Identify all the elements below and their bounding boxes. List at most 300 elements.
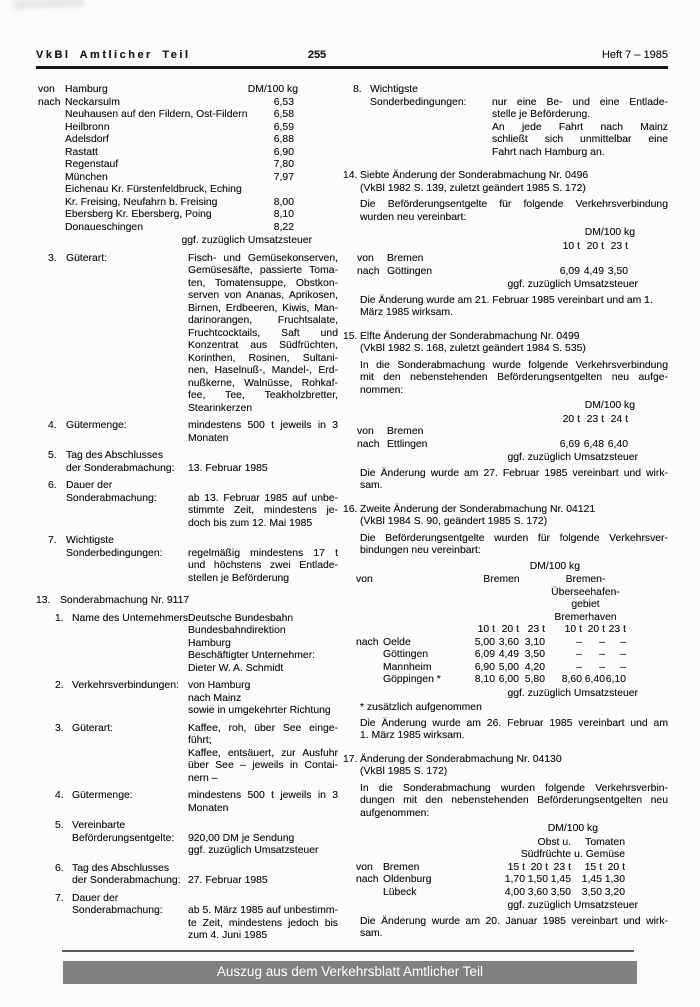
agreement-item-4 — [36, 420, 338, 445]
rate-value: 6,48 — [583, 438, 604, 450]
rate-list-header — [36, 84, 338, 97]
spacer — [36, 134, 65, 147]
item-number: 3. — [48, 252, 57, 264]
heading-text — [360, 331, 668, 356]
rate-value: – — [620, 649, 626, 660]
rate-value: – — [576, 649, 582, 660]
from-row — [343, 426, 668, 439]
ton-col: 20 t — [562, 413, 580, 425]
item-number: 5. — [55, 820, 64, 831]
rate-value: 6,40 — [584, 674, 605, 685]
text-line: Wichtigste — [66, 535, 114, 546]
rate-value: 3,60 — [498, 636, 519, 648]
rate-value: 6,69 — [559, 438, 580, 450]
rate-value: – — [620, 636, 626, 648]
spacer — [36, 147, 65, 160]
item-label — [72, 790, 188, 815]
destination: Mannheim — [383, 661, 432, 673]
text-line: Monaten — [188, 802, 229, 814]
item-number: 16. — [343, 503, 358, 515]
left-column — [36, 84, 338, 943]
item-number: 5. — [48, 450, 57, 461]
destination: Göttingen — [383, 649, 429, 660]
text-line: gebiet — [571, 599, 600, 610]
item-value — [188, 820, 338, 858]
text-line: der Sonderabmachung: — [72, 875, 181, 886]
text-line: Verkehrsverbindungen: — [72, 680, 179, 691]
text-line: Sonderbedingungen: — [66, 547, 163, 559]
destination: Oldenburg — [383, 874, 432, 885]
text-line: Dauer der — [66, 480, 113, 491]
tax-note: ggf. zuzüglich Umsatzsteuer — [507, 279, 638, 290]
item-label — [72, 893, 188, 943]
table-row — [343, 874, 668, 887]
text-line: nen, Haselnuß-, Mandel-, Erd- — [188, 365, 338, 376]
text-line: Die Änderung wurde am 26. Februar 1985 vereinbart und am — [360, 717, 668, 729]
text-line: Birnen, Erdbeeren, Kiwis, Man- — [188, 302, 338, 314]
text-line: Die Beförderungsentgelte wurden für folgende Verkehrsver- — [360, 532, 668, 544]
table-row — [343, 637, 668, 650]
sub-item-1 — [36, 613, 338, 676]
intro-paragraph — [360, 533, 668, 558]
item-number: 7. — [48, 535, 57, 546]
sub-item-5 — [36, 820, 338, 858]
unit-label: DM/100 kg — [584, 227, 635, 238]
outro-paragraph — [360, 916, 668, 941]
rate-row — [36, 134, 338, 147]
text-line: zum 4. Juni 1985 — [188, 930, 268, 941]
rate-value: 6,53 — [273, 96, 294, 108]
spacer — [387, 414, 556, 427]
tax-note: ggf. zuzüglich Umsatzsteuer — [181, 235, 312, 246]
agreement-item-6 — [36, 480, 338, 530]
text-line: Obst u. — [537, 836, 571, 848]
text-line: Die Beförderungsentgelte für folgende Verkehrsverbindung — [360, 199, 668, 210]
to-label: nach — [38, 96, 61, 108]
rate-value: 8,60 — [561, 674, 582, 685]
from-label: von — [356, 861, 373, 873]
amendment-item-16 — [343, 504, 668, 743]
text-line: In die Sonderabmachung wurden folgende Verkehrsverbin- — [360, 782, 668, 794]
text-line: Tag des Abschlusses — [66, 450, 164, 461]
tax-note: ggf. zuzüglich Umsatzsteuer — [507, 900, 638, 911]
table-row — [343, 662, 668, 675]
text-line: schließt sich unmittelbar eine — [492, 134, 668, 145]
from-row — [343, 253, 668, 266]
agreement-item-5 — [36, 450, 338, 475]
item-label — [66, 535, 188, 585]
outro-paragraph — [360, 468, 668, 493]
text-line: Güterart: — [72, 722, 113, 734]
sub-item-3 — [36, 723, 338, 786]
item-value — [188, 420, 338, 445]
item-value — [188, 863, 338, 888]
item-value — [188, 893, 338, 943]
text-line: Beförderungsentgelte: — [72, 832, 175, 844]
table-row — [343, 887, 668, 900]
text-line: nommen: — [360, 384, 404, 396]
amendment-heading — [343, 504, 668, 529]
outro-paragraph — [360, 295, 668, 320]
item-number: 14. — [343, 170, 358, 181]
destination: Eichenau Kr. Fürstenfeldbruck, Eching — [65, 184, 242, 195]
item-number: 15. — [343, 330, 358, 342]
text-line: Fisch- und Gemüsekonserven, — [188, 252, 338, 264]
spacer — [36, 209, 65, 222]
intro-paragraph — [360, 360, 668, 398]
unit-label: DM/100 kg — [247, 84, 298, 95]
item-label — [66, 450, 188, 475]
group1-header — [458, 837, 571, 862]
text-line: Hamburg — [188, 637, 231, 649]
unit-label: DM/100 kg — [547, 823, 598, 834]
heading-text — [360, 170, 668, 195]
text-line: stellen je Beförderung — [188, 572, 290, 584]
text-line: 27. Februar 1985 — [188, 875, 268, 886]
rate-value: 6,00 — [498, 674, 519, 685]
text-line: sam. — [360, 928, 383, 939]
text-line: Sonderabmachung: — [72, 905, 163, 916]
tax-note: ggf. zuzüglich Umsatzsteuer — [507, 452, 638, 463]
from-label: von — [38, 84, 55, 95]
text-line: Tag des Abschlusses — [72, 862, 170, 874]
rate-value: 7,80 — [273, 159, 294, 170]
text-line: mit den nebenstehenden Beförderungsentgelten neu aufge- — [360, 372, 668, 383]
text-line: der Sonderabmachung: — [66, 462, 175, 474]
ton-col: 15 t — [584, 861, 602, 873]
text-line: Fruchtcocktails, Saft und — [188, 327, 338, 339]
destination: Oelde — [383, 636, 411, 648]
item-value — [188, 253, 338, 416]
amendment-item-17 — [343, 754, 668, 941]
rate-value: 8,10 — [474, 674, 495, 685]
rate-row — [36, 184, 338, 197]
text-line: Bremerhaven — [554, 611, 617, 623]
text-line: 920,00 DM je Sendung — [188, 832, 295, 844]
text-line: ten, Tomatensuppe, Obstkon- — [188, 277, 338, 289]
amendment-ref: (VkBl 1984 S. 90, geändert 1985 S. 172) — [360, 516, 548, 527]
footer-banner — [63, 961, 637, 984]
text-line: nach Mainz — [188, 692, 242, 704]
section-number: 13. — [36, 595, 51, 606]
header-rule — [36, 66, 668, 69]
text-line: Überseehafen- — [551, 586, 620, 598]
amendment-item-14 — [343, 170, 668, 320]
text-line: serven von Ananas, Aprikosen, — [188, 290, 338, 301]
item-label — [72, 820, 188, 858]
group1-header — [458, 574, 545, 587]
text-line: Fahrt nach Hamburg an. — [492, 146, 605, 158]
item-number: 4. — [55, 790, 64, 801]
item-label — [66, 480, 188, 530]
text-line: stimmte Zeit, mindestens je- — [188, 505, 338, 516]
spacer — [36, 159, 65, 172]
sub-item-4 — [36, 790, 338, 815]
journal-title: VkBl Amtlicher Teil — [36, 49, 191, 61]
item-number: 7. — [55, 892, 64, 904]
rate-value: 6,90 — [474, 661, 495, 673]
text-line: Dieter W. A. Schmidt — [188, 662, 284, 674]
text-line: Südfrüchte — [520, 849, 571, 860]
item-label — [72, 612, 191, 676]
rate-value — [244, 184, 294, 197]
amendment-ref: (VkBl 1982 S. 168, zuletzt geändert 1984 S. 535) — [360, 343, 586, 354]
text-line: ab 13. Februar 1985 auf unbe- — [188, 492, 338, 504]
item-value — [188, 480, 338, 530]
text-line: mindestens 500 t jeweils in 3 — [188, 420, 338, 431]
rate-value: 8,00 — [273, 196, 294, 208]
scan-smudge — [14, 0, 84, 8]
rate-row — [36, 172, 338, 185]
rate-row — [36, 222, 338, 235]
spacer — [357, 414, 387, 427]
section-title: Sonderabmachung Nr. 9117 — [60, 595, 190, 606]
heading-text — [360, 754, 668, 779]
destination: Adelsdorf — [65, 134, 109, 145]
from-city: Bremen — [383, 861, 420, 873]
agreement-item-8 — [343, 84, 668, 159]
from-city: Hamburg — [65, 84, 108, 95]
to-label: nach — [356, 874, 379, 885]
item-label — [72, 863, 188, 888]
text-line: Bundesbahndirektion — [188, 625, 286, 636]
item-number: 8. — [353, 84, 362, 95]
rate-value: – — [599, 661, 605, 673]
rate-value: – — [620, 661, 626, 673]
amendment-title: Änderung der Sonderabmachung Nr. 04130 — [360, 753, 562, 765]
spacer — [387, 241, 556, 254]
rate-value: 3,50 — [524, 649, 545, 660]
rate-value: 4,20 — [524, 661, 545, 673]
destination: Donaueschingen — [65, 221, 143, 233]
item-number: 4. — [48, 420, 57, 431]
rate-value: – — [599, 636, 605, 648]
text-line: nußkerne, Walnüsse, Rohkaf- — [188, 377, 338, 389]
outro-paragraph — [360, 718, 668, 743]
right-column — [343, 84, 668, 943]
heading-text — [360, 504, 668, 529]
ton-col: 24 t — [610, 413, 628, 425]
item-label — [66, 253, 188, 416]
text-line: u. Gemüse — [574, 849, 625, 860]
ton-col: 10 t — [562, 240, 580, 252]
text-line: März 1985 wirksam. — [360, 307, 453, 318]
amendment-ref: (VkBl 1982 S. 139, zuletzt geändert 1985 S. 172) — [360, 182, 586, 194]
item-label — [72, 680, 188, 718]
text-line: sam. — [360, 480, 383, 491]
text-line: Monaten — [188, 432, 229, 444]
text-line: Name des Unternehmers: — [72, 612, 191, 624]
text-line: Die Änderung wurde am 20. Januar 1985 vereinbart und wirk- — [360, 915, 668, 927]
text-line: Die Änderung wurde am 21. Februar 1985 vereinbart und am 1. — [360, 294, 653, 306]
rate-value: 1,50 — [527, 874, 548, 885]
rate-value: – — [599, 649, 605, 660]
rate-value: 5,00 — [474, 636, 495, 648]
rate-value: 1,45 — [550, 874, 571, 885]
destination: Ebersberg Kr. Ebersberg, Poing — [65, 209, 212, 220]
text-line: Kaffee, entsäuert, zur Ausfuhr — [188, 747, 338, 759]
text-line: und höchstens zwei Entlade- — [188, 560, 338, 571]
group-header-row — [343, 837, 668, 862]
to-row — [343, 439, 668, 452]
rate-value: 4,49 — [583, 265, 604, 277]
ton-col: 15 t — [507, 861, 525, 873]
footnote: * zusätzlich aufgenommen — [360, 702, 482, 713]
text-line: sowie in umgekehrter Richtung — [188, 705, 331, 716]
text-line: aufgenommen: — [360, 807, 430, 819]
page-header — [36, 49, 668, 63]
text-line: Sonderbedingungen: — [370, 96, 467, 108]
text-line: bindungen neu vereinbart: — [360, 545, 481, 556]
rate-value: 6,59 — [273, 121, 294, 133]
ton-col: 23 t — [610, 240, 628, 252]
text-line: ggf. zuzüglich Umsatzsteuer — [188, 845, 319, 856]
text-line: mindestens 500 t jeweils in 3 — [188, 790, 338, 801]
destination: Neckarsulm — [65, 96, 120, 108]
ton-col: 23 t — [527, 624, 545, 635]
amendment-title: Siebte Änderung der Sonderabmachung Nr. 0496 — [360, 170, 589, 181]
text-line: Beschäftigter Unternehmer: — [188, 650, 316, 661]
item-number: 1. — [55, 612, 64, 624]
from-label: von — [356, 574, 373, 585]
ton-col: 20 t — [530, 861, 548, 873]
destination: Rastatt — [65, 146, 98, 158]
tons-header — [343, 414, 668, 427]
destination: München — [65, 171, 108, 183]
item-label — [66, 420, 188, 445]
ton-col: 20 t — [501, 624, 519, 635]
tons-header — [343, 624, 668, 637]
text-line: Gemüsesäfte, passierte Toma- — [188, 265, 338, 276]
from-city: Bremen — [387, 426, 424, 437]
group-header-row — [343, 574, 668, 624]
unit-label: DM/100 kg — [584, 400, 635, 411]
issue-label: Heft 7 – 1985 — [601, 49, 668, 61]
table-row — [343, 674, 668, 687]
rate-row — [36, 122, 338, 135]
text-line: In die Sonderabmachung wurde folgende Verkehrsverbindung — [360, 359, 668, 371]
tons-header — [343, 241, 668, 254]
amendment-ref: (VkBl 1985 S. 172) — [360, 766, 448, 777]
destination: Heilbronn — [65, 121, 110, 133]
from-label: von — [357, 253, 374, 264]
rate-value: 3,50 — [581, 886, 602, 898]
amendment-title: Elfte Änderung der Sonderabmachung Nr. 0499 — [360, 330, 580, 342]
ton-col: 10 t — [477, 624, 495, 635]
amendment-title: Zweite Änderung der Sonderabmachung Nr. 04121 — [360, 503, 596, 515]
item-value — [188, 680, 338, 718]
text-line: führt; — [188, 735, 212, 746]
rate-value: 6,40 — [607, 438, 628, 450]
to-label: nach — [356, 636, 379, 648]
rate-value: 4,00 — [504, 886, 525, 898]
text-line: dungen mit den nebenstehenden Beförderungsentgelten neu — [360, 795, 668, 806]
text-line: Wichtigste — [370, 84, 418, 95]
text-line: doch bis zum 12. Mai 1985 — [188, 517, 313, 529]
text-line: Deutsche Bundesbahn — [188, 612, 294, 624]
to-city: Ettlingen — [387, 438, 428, 450]
agreement-item-7 — [36, 535, 338, 585]
rate-row — [36, 197, 338, 210]
rate-row — [36, 109, 338, 122]
rate-value: 5,80 — [524, 674, 545, 685]
from-label: von — [357, 426, 374, 437]
spacer — [357, 241, 387, 254]
from-city: Bremen — [387, 253, 424, 264]
item-label — [72, 723, 188, 786]
ton-col: 20 t — [587, 624, 605, 635]
item-number: 17. — [343, 753, 358, 765]
amendment-heading — [343, 754, 668, 779]
rate-value: 3,50 — [550, 886, 571, 898]
intro-paragraph — [360, 199, 668, 224]
agreement-item-3 — [36, 253, 338, 416]
rate-value: 1,45 — [581, 874, 602, 885]
text-line: fee, Tee, Teakholzbretter, — [188, 390, 338, 401]
item-value — [188, 450, 338, 475]
tax-note: ggf. zuzüglich Umsatzsteuer — [507, 687, 638, 699]
page-number: 255 — [307, 49, 327, 61]
text-line: Güterart: — [66, 252, 107, 264]
text-line: wurden neu vereinbart: — [360, 211, 467, 223]
text-line: Bremen — [483, 574, 520, 585]
rate-row — [36, 159, 338, 172]
footer-banner-text: Auszug aus dem Verkehrsblatt Amtlicher Teil — [216, 964, 484, 980]
group2-header — [571, 837, 625, 862]
amendment-heading — [343, 331, 668, 356]
item-value — [188, 723, 338, 786]
sub-item-6 — [36, 863, 338, 888]
group2-header — [545, 574, 626, 624]
text-line: Die Änderung wurde am 27. Februar 1985 vereinbart und wirk- — [360, 467, 668, 479]
text-line: te Zeit, mindestens jedoch bis — [188, 917, 338, 929]
text-line: Sonderabmachung: — [66, 492, 157, 504]
item-label — [370, 84, 492, 159]
ton-col: 10 t — [564, 624, 582, 635]
spacer — [36, 197, 65, 210]
text-line: Bremen- — [565, 574, 606, 585]
destination: Göppingen * — [383, 674, 441, 685]
text-line: 13. Februar 1985 — [188, 462, 268, 474]
text-line: Tomaten — [585, 836, 625, 848]
rate-value: 3,20 — [604, 886, 625, 898]
footer-rule — [62, 950, 634, 952]
item-number: 6. — [55, 862, 64, 874]
text-line: Vereinbarte — [72, 820, 126, 831]
item-number: 2. — [55, 680, 64, 691]
amendment-item-15 — [343, 331, 668, 493]
rate-value: 6,90 — [273, 146, 294, 158]
sub-item-7 — [36, 893, 338, 943]
to-label: nach — [357, 265, 380, 277]
text-line: Konzentrat aus Südfrüchten, — [188, 340, 338, 351]
text-line: über See – jeweils in Contai- — [188, 760, 338, 771]
rate-value: 4,49 — [498, 649, 519, 660]
text-line: regelmäßig mindestens 17 t — [188, 547, 338, 559]
rate-value: 1,70 — [504, 874, 525, 885]
to-label: nach — [357, 438, 380, 450]
rate-value: 3,60 — [527, 886, 548, 898]
ton-col: 20 t — [607, 861, 625, 873]
rate-value: 5,00 — [498, 661, 519, 673]
unit-label: DM/100 kg — [529, 560, 580, 572]
text-line: Gütermenge: — [72, 790, 133, 801]
rate-row — [36, 209, 338, 222]
destination: Lübeck — [383, 886, 417, 898]
section-13-heading — [36, 595, 338, 608]
item-value — [188, 535, 338, 585]
spacer — [36, 222, 65, 235]
